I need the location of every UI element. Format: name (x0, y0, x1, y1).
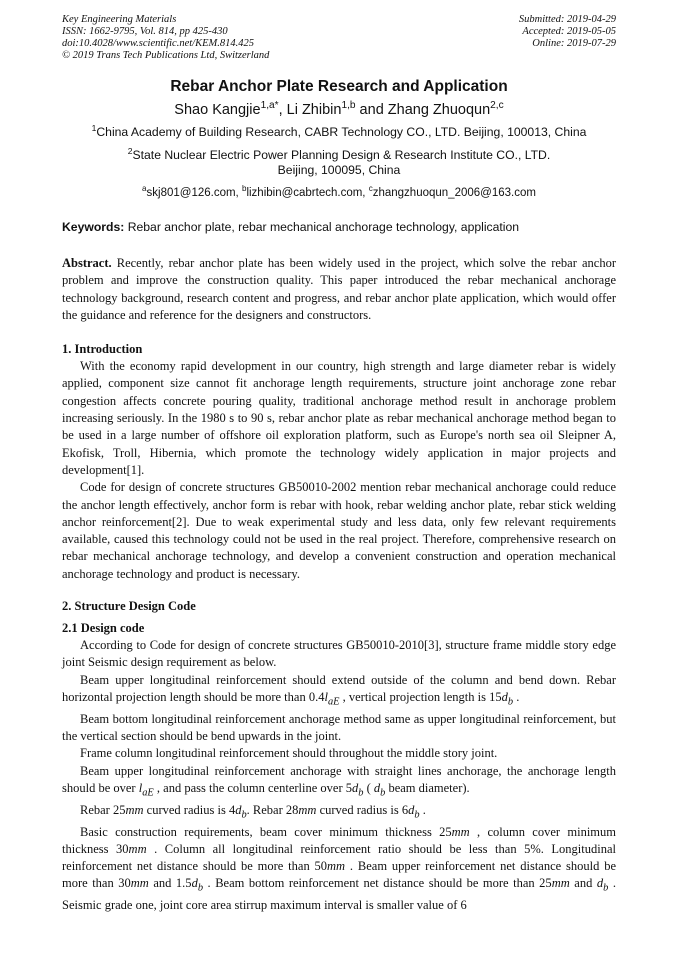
design-paragraph-3: Beam bottom longitudinal reinforcement anchorage method same as upper longitudinal reinforcement, but the vertical section should be bend upwards in the joint. (62, 711, 616, 744)
copyright: © 2019 Trans Tech Publications Ltd, Switzerland (62, 50, 270, 61)
author-name: Zhang Zhuoqun (387, 102, 491, 118)
design-paragraph-7: Basic construction requirements, beam cover minimum thickness 25mm , column cover minimum thickness 30mm . Column all longitudinal reinforcement ratio should be less than 5%. Longitudinal reinforcement net distance should be more than 50mm . Beam upper reinforcement net distance should be more than 30mm and $1.5d_b$ . Beam bottom reinforcement net distance should be more than 25mm and $d_b$ . Seismic grade one, joint core area stirrup maximum interval is smaller value of 6 (62, 824, 616, 913)
header-left (62, 14, 269, 62)
aff-number: 2 (127, 145, 133, 156)
email-sup: a (142, 184, 147, 194)
header-right (519, 14, 616, 62)
separator: and (355, 102, 388, 118)
aff-text: State Nuclear Electric Power Planning Design & Research Institute CO., LTD. (132, 148, 551, 162)
aff-text: Beijing, 100095, China (277, 163, 401, 177)
design-paragraph-1: According to Code for design of concrete structures GB50010-2010[3], structure frame middle story edge joint Seismic design requirement as below. (62, 638, 616, 670)
author-sup: 1,b (341, 100, 356, 112)
design-paragraph-2: Beam upper longitudinal reinforcement should extend outside of the column and bend down. Rebar horizontal projection length should be more than $0.4l_{aE}$ , vertical projection length is $15d_b$ . (62, 672, 616, 708)
author-sup: 2,c (490, 100, 504, 112)
email-link[interactable]: skj801@126.com, (146, 187, 242, 199)
separator: , (278, 102, 287, 118)
section-heading-introduction: 1. Introduction (62, 342, 143, 357)
design-paragraph-4: Frame column longitudinal reinforcement should throughout the middle story joint. (80, 746, 498, 761)
author-sup: 1,a* (260, 100, 279, 112)
author-name: Li Zhibin (286, 102, 342, 118)
design-paragraph-6: Rebar 25mm curved radius is $4d_b$. Rebar 28mm curved radius is $6d_b$ . (80, 802, 426, 821)
issn: ISSN: 1662-9795, Vol. 814, pp 425-430 (62, 26, 228, 37)
intro-paragraph-1: With the economy rapid development in our country, high strength and large diameter rebar is widely applied, component size cannot fit anchorage length requirements, structure joint anchorage zone rebar congestion affects concrete pouring quality, traditional anchorage method result in anchorage problem increasing seriously. In the 1980 s to 90 s, rebar anchor plate as rebar mechanical anchorage method began to be used in a large number of offshore oil exploration platform, such as Europe's north sea oil Sleipner A, Ekofisk, Troll, Hibernia, which promote the technology widely application in major projects and development[1]. (62, 359, 616, 477)
email-sup: c (368, 184, 373, 194)
aff-text: China Academy of Building Research, CABR Technology CO., LTD. Beijing, 100013, China (96, 125, 587, 139)
submitted-date: Submitted: 2019-04-29 (518, 14, 616, 25)
email-link[interactable]: zhangzhuoqun_2006@163.com (372, 187, 536, 199)
author-name: Shao Kangjie (174, 102, 261, 118)
keywords-text: Rebar anchor plate, rebar mechanical anchorage technology, application (124, 220, 520, 234)
accepted-date: Accepted: 2019-05-05 (522, 26, 616, 37)
abstract-text: Recently, rebar anchor plate has been widely used in the project, which solve the rebar anchor problem and improve the construction quality. This paper introduced the rebar mechanical anchorage technology background, research content and progress, and rebar anchor plate application, which would offer the guidance and reference for the designers and constructors. (62, 256, 616, 322)
journal-name: Key Engineering Materials (62, 14, 177, 25)
subsection-heading: 2.1 Design code (62, 621, 145, 636)
design-paragraph-5: Beam upper longitudinal reinforcement anchorage with straight lines anchorage, the anchorage length should be over $l_{aE}$ , and pass the column centerline over $5d_b$ ( $d_b$ beam diameter). (62, 763, 616, 799)
keywords (62, 220, 616, 234)
paper-title: Rebar Anchor Plate Research and Application (170, 78, 508, 95)
section-heading-design-code: 2. Structure Design Code (62, 599, 196, 614)
affiliation-2 (62, 145, 616, 178)
paper-page (62, 14, 616, 915)
affiliation-1 (62, 122, 616, 140)
online-date: Online: 2019-07-29 (532, 38, 616, 49)
aff-number: 1 (91, 122, 97, 133)
journal-header (62, 14, 616, 62)
doi: doi:10.4028/www.scientific.net/KEM.814.425 (62, 38, 254, 49)
email-sup: b (241, 184, 247, 194)
abstract-label: Abstract. (62, 256, 112, 270)
author-list (62, 102, 616, 118)
intro-paragraph-2: Code for design of concrete structures GB50010-2002 mention rebar mechanical anchorage could reduce the anchor length effectively, anchor form is rebar with hook, rebar welding anchor plate, rebar stick welding anchor reinforcement[2]. Due to weak experimental study and less data, only few relevant requirements available, caused this technology could not be used in the real project. Therefore, comprehensive research on rebar mechanical anchorage technology, and develop a convenient construction and operation mechanical anchorage technology and product is necessary. (62, 480, 616, 581)
keywords-label: Keywords: (62, 220, 125, 234)
abstract (62, 255, 616, 324)
email-link[interactable]: lizhibin@cabrtech.com, (246, 187, 369, 199)
author-emails (62, 184, 616, 199)
